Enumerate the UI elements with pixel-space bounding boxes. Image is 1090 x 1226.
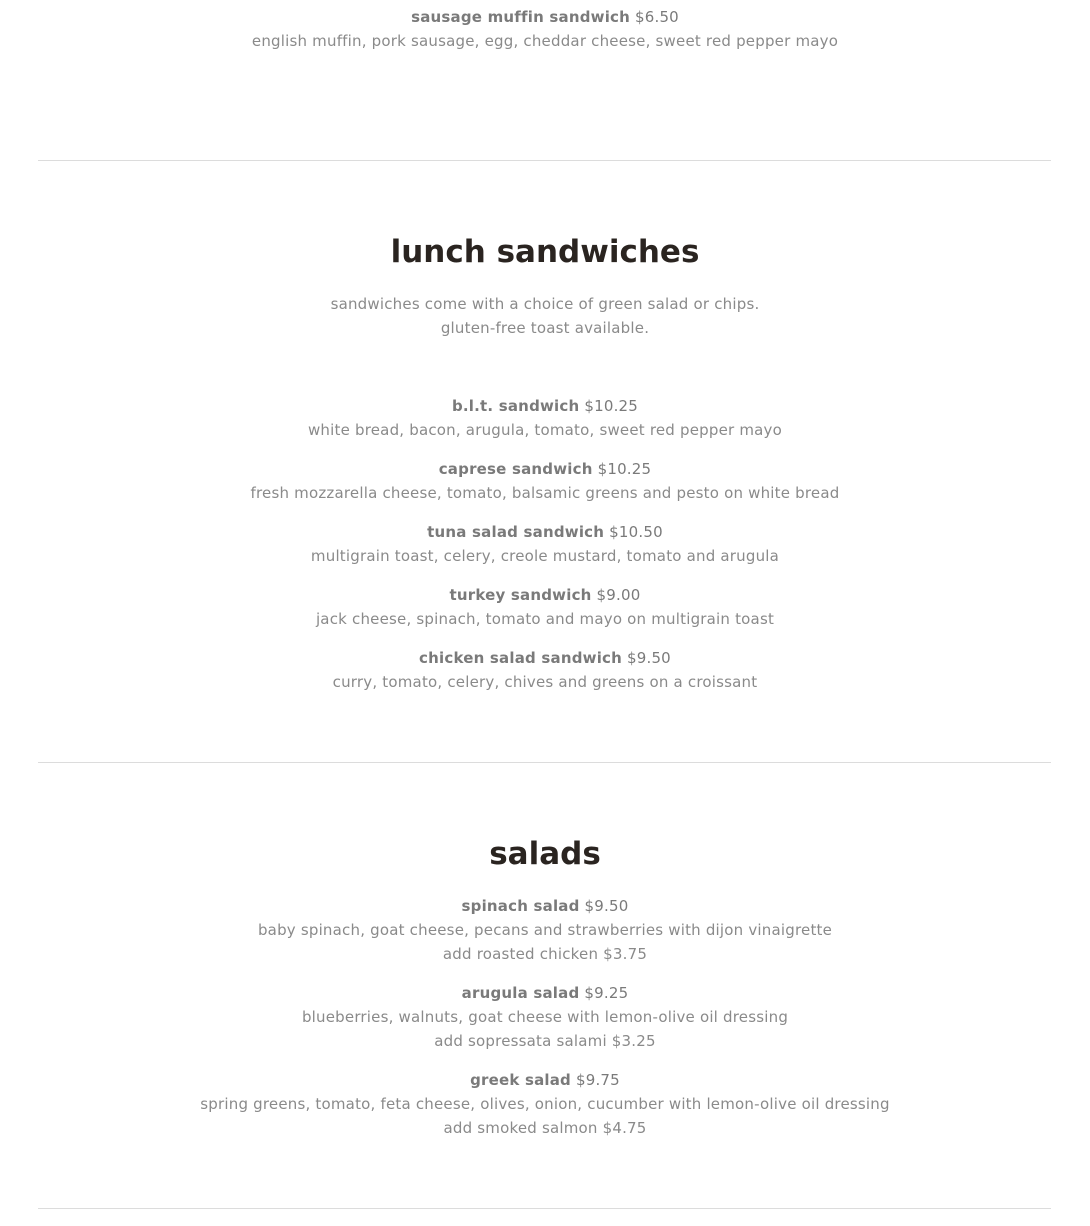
menu-item-addon: add smoked salmon $4.75 [443,1119,647,1137]
section-title-lunch-sandwiches: lunch sandwiches [390,234,700,270]
menu-item-name: b.l.t. sandwich [451,397,580,415]
menu-item-greek-salad [0,1068,1090,1140]
menu-item-name: greek salad [470,1071,571,1089]
menu-item-name: sausage muffin sandwich [411,8,631,26]
menu-item-arugula-salad [0,981,1090,1053]
note-line: gluten-free toast available. [440,319,650,337]
menu-item-turkey-sandwich [0,583,1090,631]
menu-item-addon: add roasted chicken $3.75 [442,945,648,963]
menu-item-chicken-salad-sandwich [0,646,1090,694]
menu-item-description: fresh mozzarella cheese, tomato, balsamic greens and pesto on white bread [250,484,840,502]
menu-item-name: chicken salad sandwich [419,649,623,667]
menu-item-price: $9.75 [575,1071,620,1089]
section-note-lunch [0,292,1090,340]
menu-item-price: $10.25 [584,397,639,415]
menu-item-price: $10.50 [609,523,663,541]
section-divider [38,1208,1051,1209]
menu-item-name: tuna salad sandwich [427,523,605,541]
menu-item-name: spinach salad [461,897,580,915]
menu-item-description: blueberries, walnuts, goat cheese with lemon-olive oil dressing [301,1008,789,1026]
menu-item-caprese-sandwich [0,457,1090,505]
menu-item-sausage-muffin-sandwich [0,5,1090,53]
section-divider [38,762,1051,763]
menu-item-tuna-salad-sandwich [0,520,1090,568]
menu-item-price: $9.50 [626,649,671,667]
menu-item-price: $6.50 [634,8,679,26]
menu-item-spinach-salad [0,894,1090,966]
menu-item-name: caprese sandwich [438,460,593,478]
section-divider [38,160,1051,161]
menu-item-description: spring greens, tomato, feta cheese, olives, onion, cucumber with lemon-olive oil dressing [200,1095,890,1113]
menu-item-price: $9.25 [584,984,629,1002]
section-title-salads: salads [489,836,601,872]
menu-item-description: multigrain toast, celery, creole mustard, tomato and arugula [310,547,780,565]
menu-item-description: baby spinach, goat cheese, pecans and strawberries with dijon vinaigrette [257,921,833,939]
menu-item-name: turkey sandwich [449,586,592,604]
menu-item-description: english muffin, pork sausage, egg, cheddar cheese, sweet red pepper mayo [251,32,839,50]
menu-item-blt-sandwich [0,394,1090,442]
menu-item-price: $9.50 [584,897,629,915]
menu-item-addon: add sopressata salami $3.25 [434,1032,656,1050]
menu-item-description: curry, tomato, celery, chives and greens on a croissant [332,673,758,691]
menu-item-name: arugula salad [461,984,580,1002]
menu-item-price: $10.25 [597,460,652,478]
menu-item-price: $9.00 [596,586,641,604]
note-line: sandwiches come with a choice of green salad or chips. [330,295,760,313]
menu-item-description: jack cheese, spinach, tomato and mayo on multigrain toast [315,610,775,628]
menu-item-description: white bread, bacon, arugula, tomato, sweet red pepper mayo [307,421,783,439]
